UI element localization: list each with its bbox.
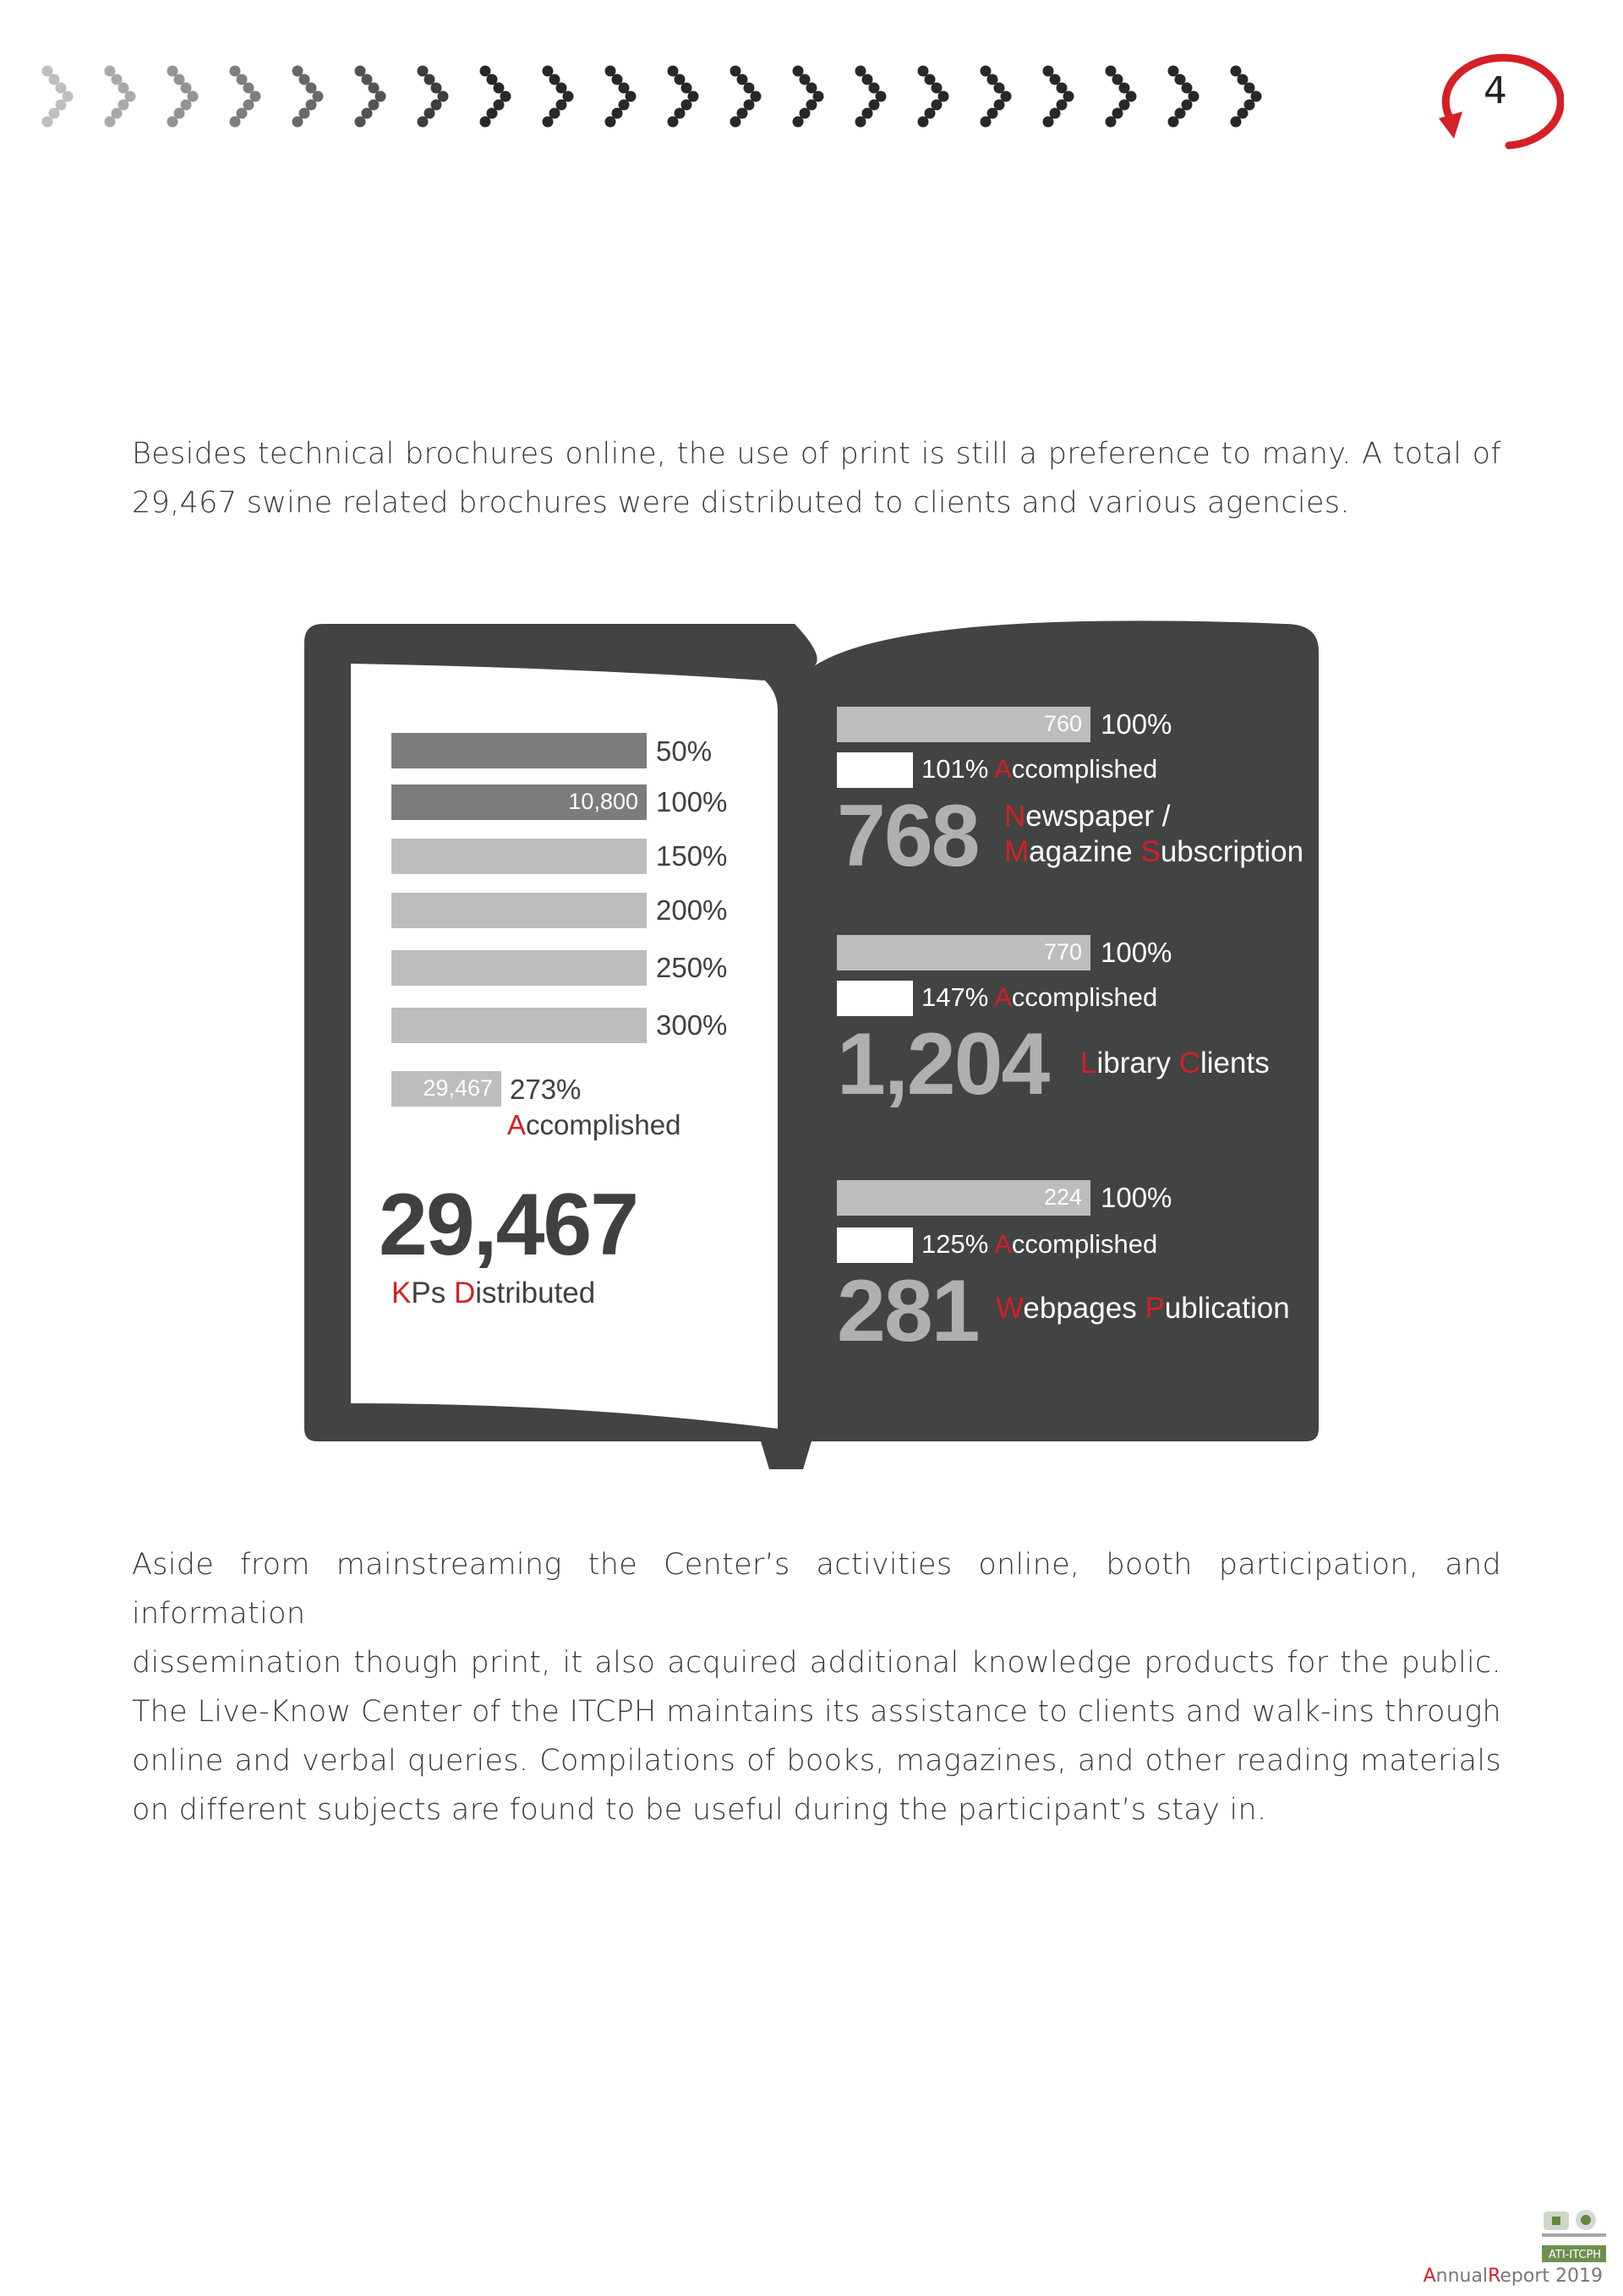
chevron-dot (918, 117, 929, 128)
closing-line: The Live-Know Center of the ITCPH maintains its assistance to clients and walk-ins through (132, 1695, 1501, 1729)
chevron-dot (981, 117, 992, 128)
page-number: 4 (1484, 69, 1507, 112)
target-pct-label: 200% (656, 894, 728, 926)
stat-big-number: 1,204 (837, 1015, 1049, 1113)
stat-target-bar (837, 935, 1090, 970)
stat-target-value: 224 (1043, 1184, 1082, 1210)
kps-distributed-total: 29,467 (379, 1176, 638, 1274)
chevron-dot (167, 117, 178, 128)
target-pct-label: 300% (656, 1009, 728, 1041)
chevron-dot (418, 117, 429, 128)
stat-target-pct: 100% (1101, 937, 1172, 968)
chevron-dot (668, 117, 679, 128)
chevron-dot (730, 117, 741, 128)
closing-line: dissemination though print, it also acquired additional knowledge products for the public. (132, 1646, 1501, 1680)
intro-paragraph (132, 429, 1501, 528)
stat-target-pct: 100% (1101, 708, 1172, 740)
stat-target-pct: 100% (1101, 1182, 1172, 1213)
achieved-bar (391, 1071, 501, 1107)
stat-accomplished: 125% Accomplished (921, 1229, 1158, 1259)
target-bar-50 (391, 733, 647, 768)
target-pct-label: 250% (656, 952, 728, 983)
book-infographic (304, 617, 1319, 1479)
stat-target-value: 760 (1043, 711, 1082, 736)
chevron-dot (292, 117, 303, 128)
stat-achieved-bar (837, 981, 913, 1016)
achieved-pct: 273% (510, 1074, 582, 1105)
stat-accomplished: 147% Accomplished (921, 982, 1158, 1012)
stat-target-bar (837, 1180, 1090, 1216)
chevron-dot (1168, 117, 1179, 128)
accomplished-label: Accomplished (507, 1109, 681, 1140)
annual-report-footer: AnnualReport 2019 (1423, 2266, 1603, 2287)
chevron-dot (1043, 117, 1054, 128)
chevron-dot (355, 117, 366, 128)
target-bar-150 (391, 839, 647, 874)
target-value: 10,800 (568, 789, 638, 814)
kps-distributed-caption: KPs Distributed (391, 1276, 596, 1309)
chevron-dot (543, 117, 554, 128)
stat-achieved-bar (837, 752, 913, 788)
chevron-dot (605, 117, 616, 128)
stat-label: Magazine Subscription (1004, 835, 1304, 868)
chevron-dot (105, 117, 116, 128)
target-bar-250 (391, 950, 647, 986)
target-bar-300 (391, 1008, 647, 1043)
chevron-dot (480, 117, 491, 128)
target-bar-200 (391, 893, 647, 928)
stat-big-number: 281 (837, 1262, 979, 1360)
intro-line: 29,467 swine related brochures were distributed to clients and various agencies. (132, 486, 1350, 520)
closing-paragraph (132, 1540, 1501, 1834)
stat-accomplished: 101% Accomplished (921, 754, 1158, 784)
closing-line: on different subjects are found to be useful during the participant’s stay in. (132, 1793, 1267, 1827)
chevron-dot (230, 117, 241, 128)
stat-target-bar (837, 707, 1090, 742)
target-pct-label: 150% (656, 840, 728, 872)
closing-line: Aside from mainstreaming the Center’s activities online, booth participation, and information (132, 1548, 1501, 1631)
chevron-dot (1231, 117, 1242, 128)
target-bar-100 (391, 784, 647, 820)
chevron-strip (41, 59, 1300, 135)
stat-target-value: 770 (1043, 939, 1082, 965)
stat-big-number: 768 (837, 787, 979, 885)
chevron-dot (855, 117, 866, 128)
stat-label: Newspaper / (1004, 800, 1171, 833)
stat-label: Webpages Publication (996, 1292, 1290, 1325)
achieved-value: 29,467 (423, 1075, 493, 1101)
chevron-dot (42, 117, 53, 128)
chevron-arrows-icon (41, 59, 1300, 135)
logo-label: ATI-ITCPH (1549, 2249, 1602, 2261)
stat-label: Library Clients (1080, 1047, 1270, 1080)
chevron-dot (1106, 117, 1117, 128)
chevron-dot (793, 117, 804, 128)
intro-line: Besides technical brochures online, the use of print is still a preference to many. A total of (132, 437, 1501, 471)
target-pct-label: 100% (656, 786, 728, 817)
target-pct-label: 50% (656, 735, 713, 767)
closing-line: online and verbal queries. Compilations of books, magazines, and other reading materials (132, 1744, 1501, 1778)
stat-achieved-bar (837, 1227, 913, 1263)
